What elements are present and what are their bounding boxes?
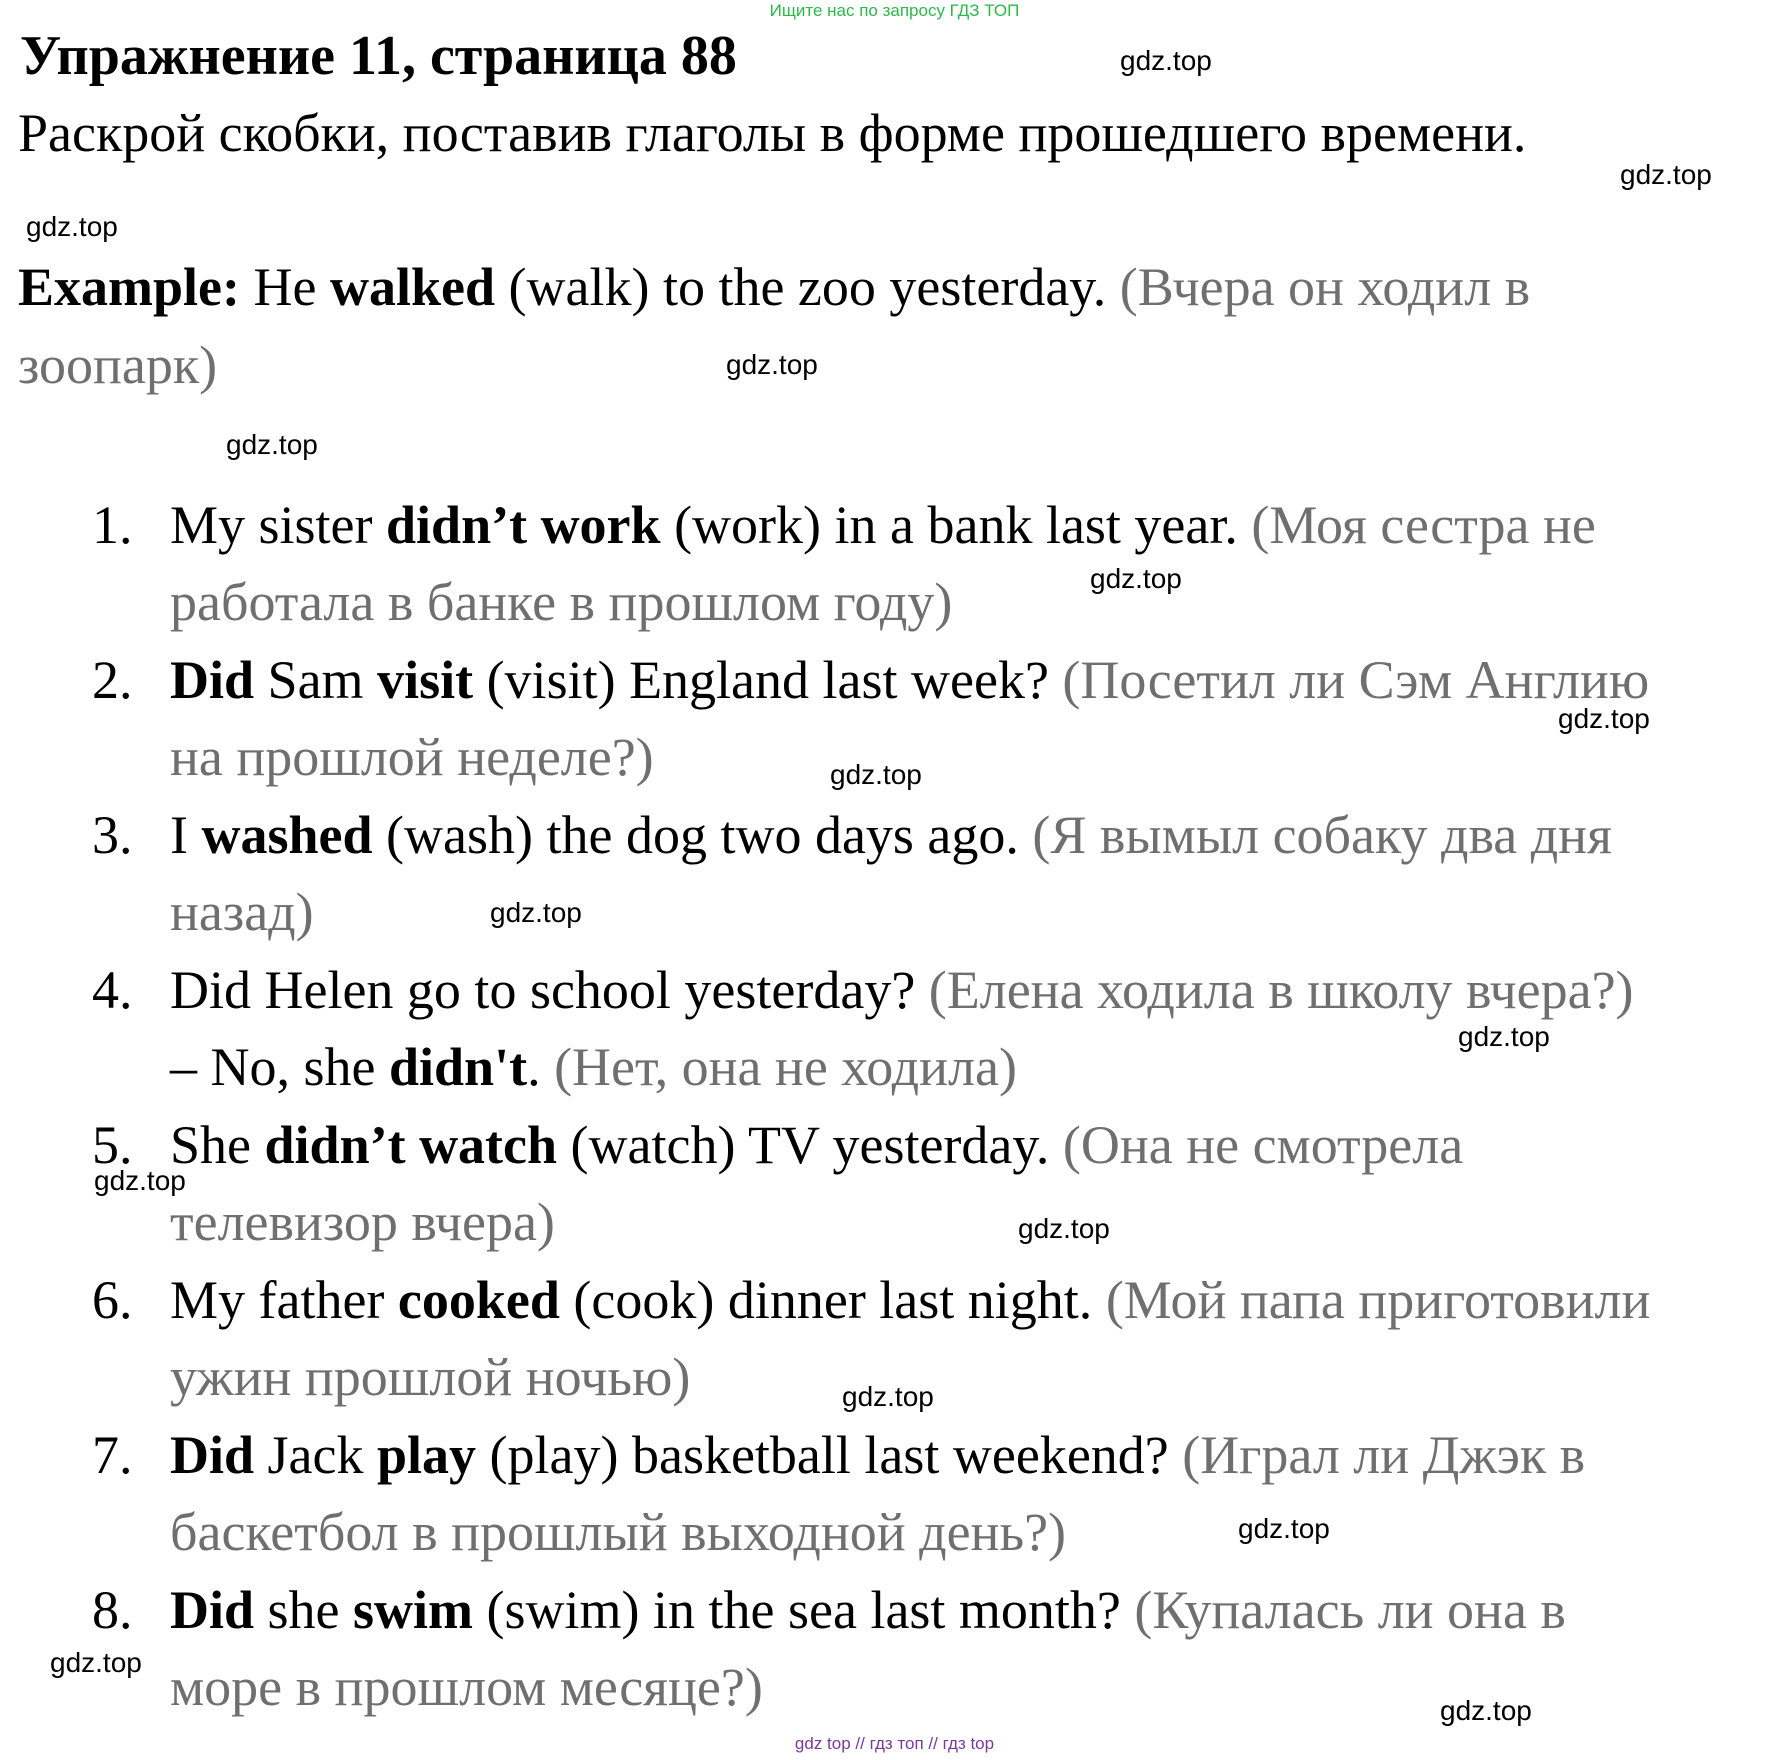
bottom-banner: gdz top // гдз топ // гдз top bbox=[794, 1734, 995, 1753]
example-line-2: зоопарк) bbox=[18, 335, 218, 395]
example-line-1 bbox=[18, 252, 1530, 322]
watermark: gdz.top bbox=[226, 429, 318, 460]
example-label: Example: bbox=[18, 257, 240, 317]
item-number: 5. bbox=[92, 1115, 133, 1175]
watermark: gdz.top bbox=[1018, 1213, 1110, 1244]
watermark: gdz.top bbox=[1458, 1021, 1550, 1052]
translation-text: (Она не смотрела bbox=[1062, 1115, 1464, 1175]
sentence-text: . bbox=[527, 1037, 555, 1097]
answer-text: washed bbox=[201, 805, 373, 865]
example-post: (walk) to the zoo yesterday. bbox=[495, 257, 1120, 317]
item-line-2 bbox=[170, 873, 314, 951]
translation-text: ужин прошлой ночью) bbox=[170, 1347, 691, 1407]
translation-text: (Я вымыл собаку два дня bbox=[1032, 805, 1612, 865]
translation-text: море в прошлом месяце?) bbox=[170, 1657, 763, 1717]
sentence-text: (visit) England last week? bbox=[473, 650, 1063, 710]
item-number: 8. bbox=[92, 1580, 133, 1640]
sentence-text: – No, she bbox=[170, 1037, 389, 1097]
instruction-text: Раскрой скобки, поставив глаголы в форме прошедшего времени. bbox=[18, 103, 1527, 163]
translation-text: (Купалась ли она в bbox=[1134, 1580, 1566, 1640]
watermark: gdz.top bbox=[1620, 159, 1712, 190]
item-number: 4. bbox=[92, 960, 133, 1020]
answer-text: visit bbox=[377, 650, 474, 710]
watermark: gdz.top bbox=[726, 349, 818, 380]
example-pre: He bbox=[240, 257, 330, 317]
item-line-1 bbox=[170, 486, 1596, 564]
item-line-1 bbox=[170, 1571, 1566, 1649]
sentence-text: Jack bbox=[254, 1425, 377, 1485]
translation-text: (Мой папа приготовили bbox=[1105, 1270, 1651, 1330]
watermark: gdz.top bbox=[490, 897, 582, 928]
translation-text: (Посетил ли Сэм Англию bbox=[1062, 650, 1650, 710]
item-number: 7. bbox=[92, 1425, 133, 1485]
page-title: Упражнение 11, страница 88 bbox=[20, 25, 737, 87]
translation-text: на прошлой неделе?) bbox=[170, 727, 654, 787]
sentence-text: (play) basketball last weekend? bbox=[476, 1425, 1183, 1485]
watermark: gdz.top bbox=[94, 1165, 186, 1196]
translation-text: (Нет, она не ходила) bbox=[554, 1037, 1017, 1097]
answer-text: didn’t watch bbox=[264, 1115, 558, 1175]
sentence-text: she bbox=[254, 1580, 354, 1640]
translation-text: (Елена ходила в школу вчера?) bbox=[928, 960, 1634, 1020]
exercise-item bbox=[0, 1416, 1789, 1571]
exercise-item bbox=[0, 1106, 1789, 1261]
item-line-2 bbox=[170, 1648, 763, 1726]
item-line-2 bbox=[170, 1183, 555, 1261]
sentence-text: Sam bbox=[254, 650, 378, 710]
sentence-text: (cook) dinner last night. bbox=[559, 1270, 1106, 1330]
item-number: 2. bbox=[92, 650, 133, 710]
exercise-list bbox=[0, 486, 1789, 1726]
sentence-text: (swim) in the sea last month? bbox=[473, 1580, 1135, 1640]
answer-text: swim bbox=[353, 1580, 474, 1640]
watermark: gdz.top bbox=[1238, 1513, 1330, 1544]
watermark: gdz.top bbox=[830, 759, 922, 790]
item-line-2 bbox=[170, 1338, 690, 1416]
item-line-1 bbox=[170, 1106, 1463, 1184]
answer-text: cooked bbox=[397, 1270, 560, 1330]
translation-text: телевизор вчера) bbox=[170, 1192, 555, 1252]
sentence-text: (work) in a bank last year. bbox=[660, 495, 1252, 555]
item-line-2 bbox=[170, 563, 952, 641]
answer-text: play bbox=[377, 1425, 477, 1485]
item-number: 6. bbox=[92, 1270, 133, 1330]
translation-text: назад) bbox=[170, 882, 314, 942]
answer-text: Did bbox=[170, 1425, 255, 1485]
answer-text: didn't bbox=[388, 1037, 528, 1097]
answer-text: Did bbox=[170, 1580, 255, 1640]
answer-text: didn’t work bbox=[386, 495, 661, 555]
answer-text: Did bbox=[170, 650, 255, 710]
top-banner: Ищите нас по запросу ГДЗ ТОП bbox=[769, 1, 1020, 20]
watermark: gdz.top bbox=[26, 211, 118, 242]
sentence-text: (watch) TV yesterday. bbox=[557, 1115, 1063, 1175]
translation-text: (Моя сестра не bbox=[1251, 495, 1596, 555]
item-line-1 bbox=[170, 641, 1649, 719]
translation-text: (Играл ли Джэк в bbox=[1182, 1425, 1586, 1485]
translation-text: работала в банке в прошлом году) bbox=[170, 572, 953, 632]
item-line-1 bbox=[170, 796, 1612, 874]
watermark: gdz.top bbox=[842, 1381, 934, 1412]
watermark: gdz.top bbox=[1120, 45, 1212, 76]
exercise-item bbox=[0, 486, 1789, 641]
watermark: gdz.top bbox=[1440, 1695, 1532, 1726]
translation-text: баскетбол в прошлый выходной день?) bbox=[170, 1502, 1067, 1562]
sentence-text: My sister bbox=[170, 495, 386, 555]
sentence-text: My father bbox=[170, 1270, 398, 1330]
item-line-2 bbox=[170, 1028, 1017, 1106]
item-number: 3. bbox=[92, 805, 133, 865]
sentence-text: She bbox=[170, 1115, 265, 1175]
sentence-text: I bbox=[170, 805, 202, 865]
example-translation-1: (Вчера он ходил в bbox=[1119, 257, 1531, 317]
exercise-item bbox=[0, 796, 1789, 951]
watermark: gdz.top bbox=[1558, 703, 1650, 734]
item-line-1 bbox=[170, 1261, 1650, 1339]
sentence-text: Did Helen go to school yesterday? bbox=[170, 960, 929, 1020]
item-number: 1. bbox=[92, 495, 133, 555]
watermark: gdz.top bbox=[50, 1647, 142, 1678]
item-line-1 bbox=[170, 1416, 1585, 1494]
item-line-1 bbox=[170, 951, 1634, 1029]
watermark: gdz.top bbox=[1090, 563, 1182, 594]
item-line-2 bbox=[170, 1493, 1066, 1571]
item-line-2 bbox=[170, 718, 654, 796]
example-answer: walked bbox=[329, 257, 496, 317]
sentence-text: (wash) the dog two days ago. bbox=[372, 805, 1033, 865]
